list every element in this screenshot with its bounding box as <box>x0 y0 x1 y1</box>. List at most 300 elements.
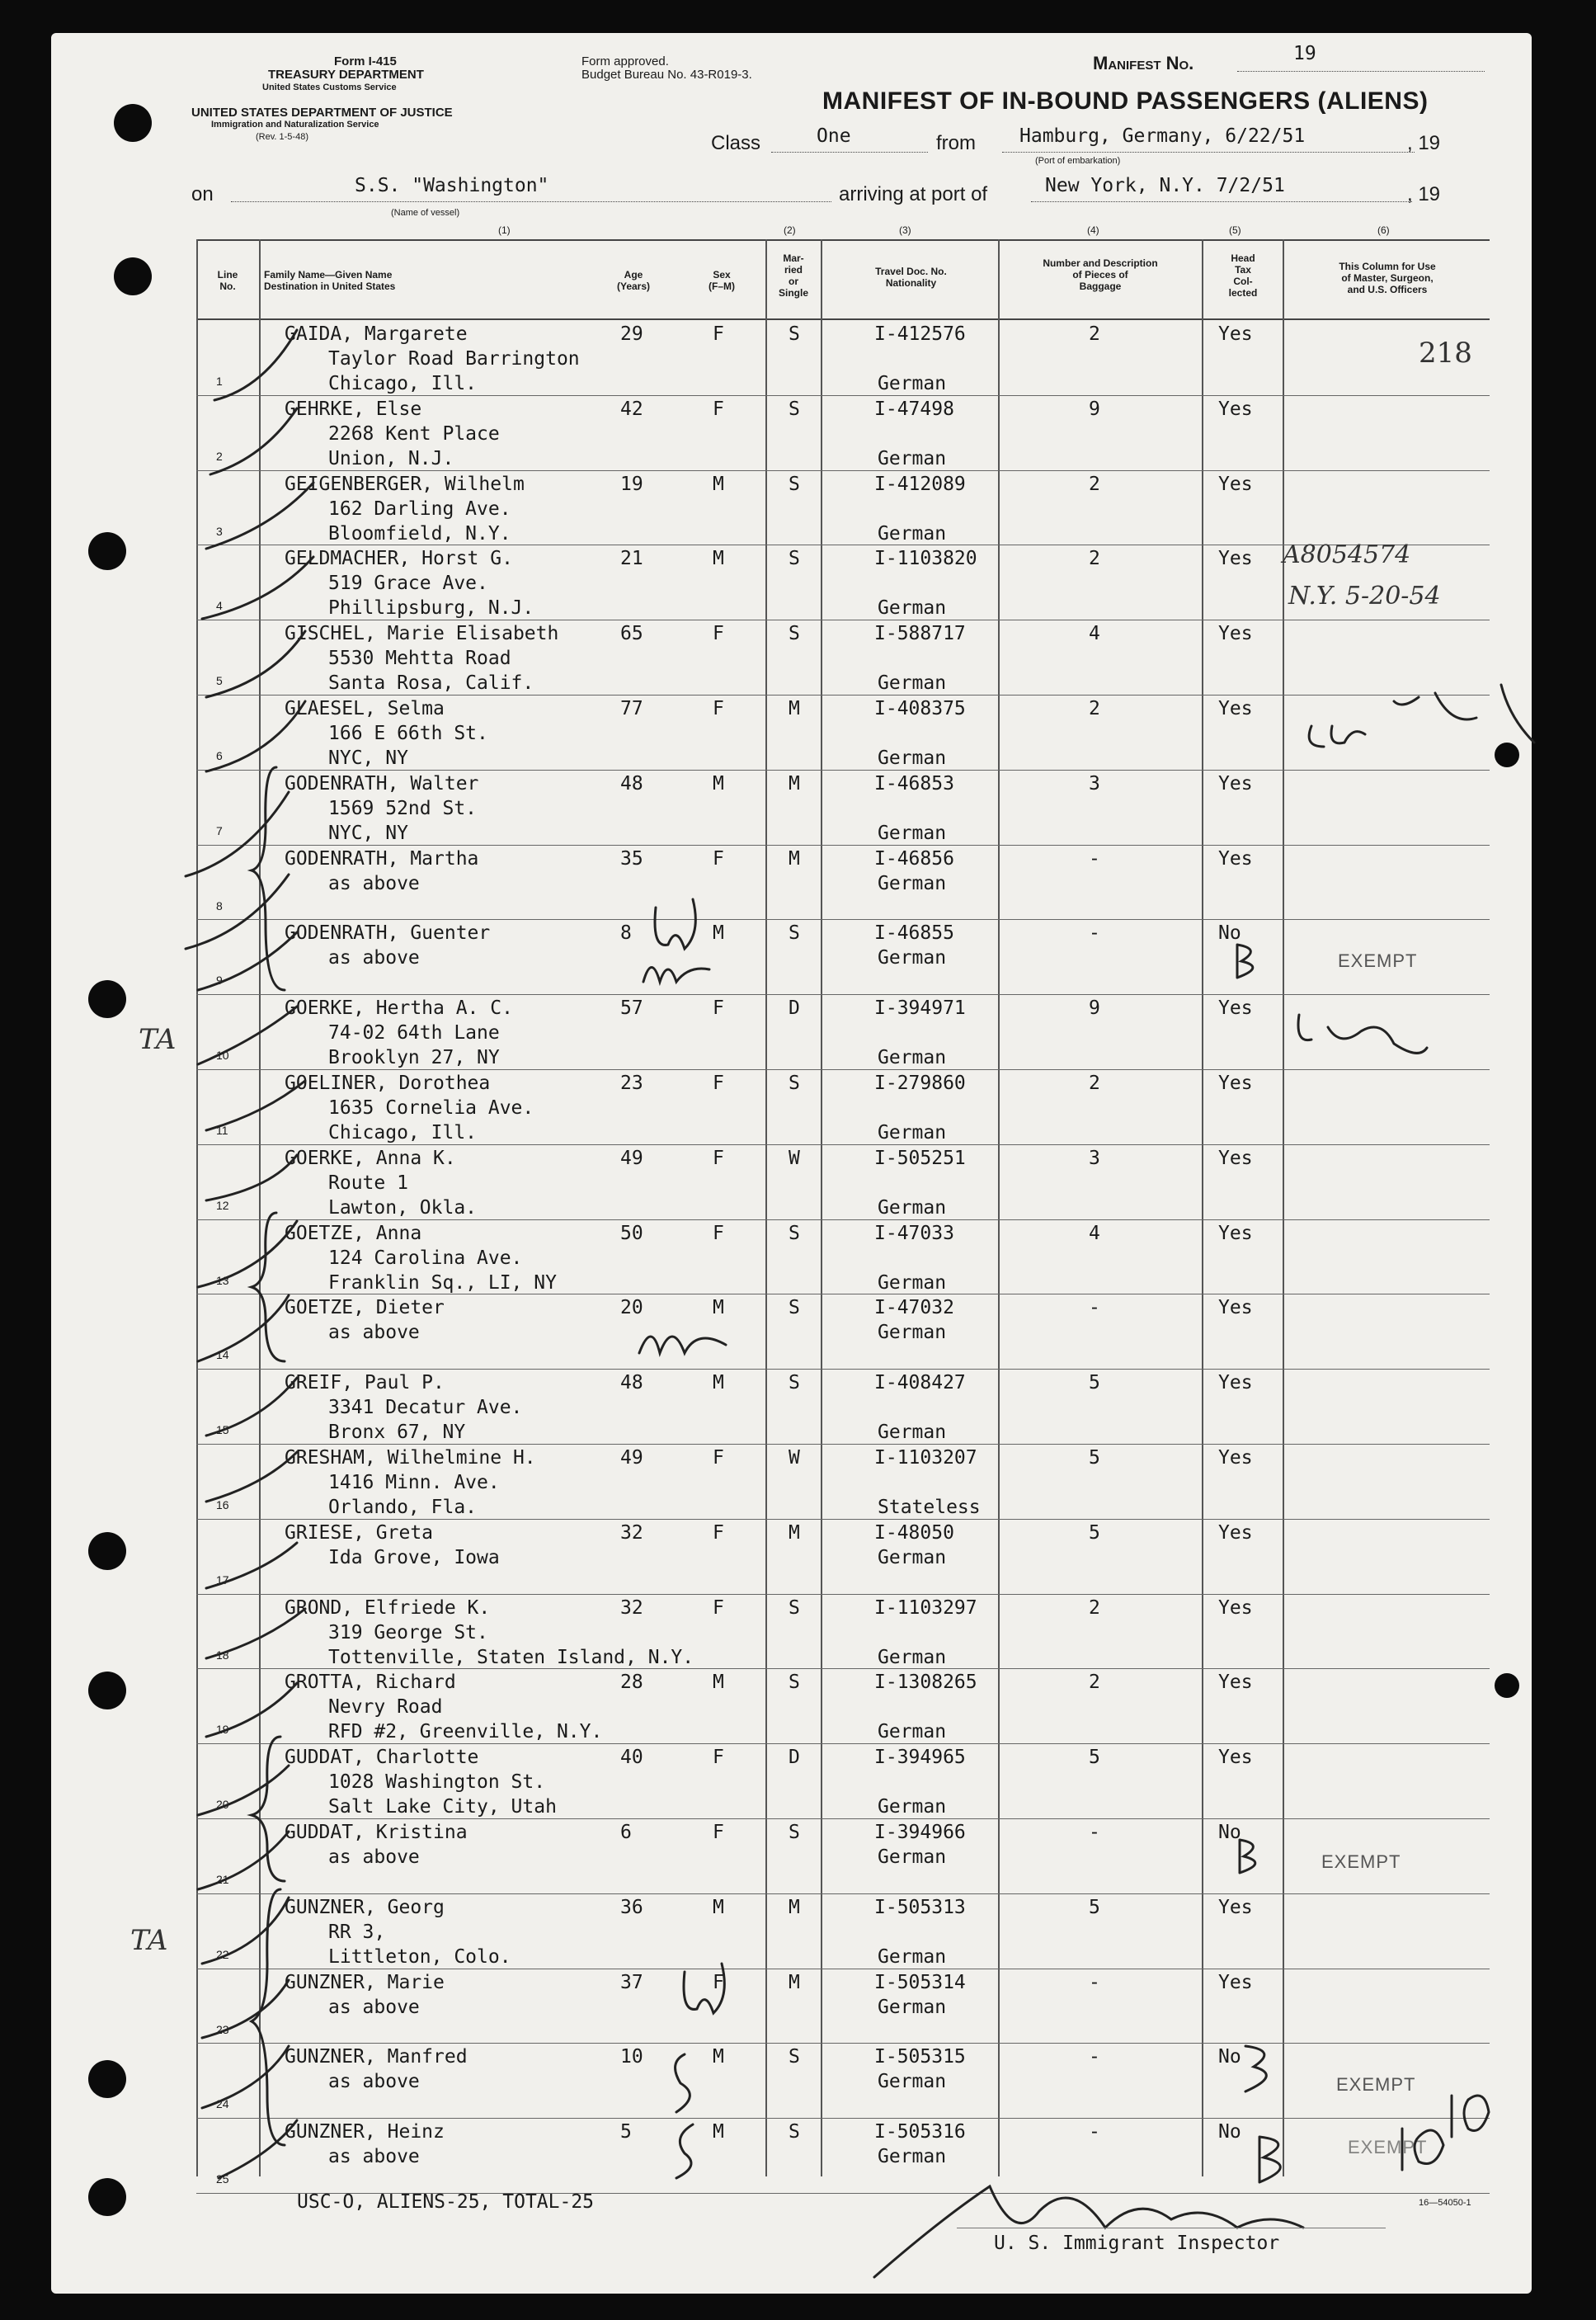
address-line-1: 74-02 64th Lane <box>328 1022 500 1044</box>
head-tax: Yes <box>1218 548 1253 570</box>
table-row <box>0 1668 1592 1743</box>
head-tax: Yes <box>1218 1073 1253 1094</box>
on-label: on <box>191 183 214 205</box>
colnum-5: (5) <box>1229 224 1241 236</box>
nationality: German <box>878 1945 947 1968</box>
head-tax: Yes <box>1218 1672 1253 1694</box>
nationality: German <box>878 747 947 769</box>
sex: F <box>713 847 724 870</box>
vessel-line <box>231 201 831 202</box>
baggage-count: 5 <box>1089 1896 1100 1918</box>
marital-status: D <box>789 1747 800 1769</box>
address-line-1: as above <box>328 1996 420 2018</box>
revision: (Rev. 1-5-48) <box>256 132 308 142</box>
travel-doc-no: I-48050 <box>874 1521 954 1544</box>
head-tax: Yes <box>1218 1372 1253 1394</box>
baggage-count: 4 <box>1089 623 1100 645</box>
head-tax: Yes <box>1218 398 1253 420</box>
passenger-name: GUDDAT, Kristina <box>285 1822 468 1843</box>
baggage-count: 3 <box>1089 1147 1100 1169</box>
nationality: German <box>878 1322 947 1344</box>
address-line-2: NYC, NY <box>328 822 408 844</box>
address-line-2: Tottenville, Staten Island, N.Y. <box>328 1646 694 1668</box>
travel-doc-no: I-1103820 <box>874 548 977 570</box>
line-number: 16 <box>216 1498 229 1511</box>
port-embarkation-caption: (Port of embarkation) <box>1035 156 1121 166</box>
marital-status: S <box>789 922 800 945</box>
sex: F <box>713 698 724 719</box>
exempt-stamp: EXEMPT <box>1336 2074 1416 2095</box>
line-number: 7 <box>216 823 223 837</box>
travel-doc-no: I-279860 <box>874 1073 966 1094</box>
head-tax: Yes <box>1218 997 1253 1020</box>
annotation-ta: TA <box>130 1924 168 1957</box>
table-row <box>0 845 1592 920</box>
sex: F <box>713 997 724 1020</box>
passenger-name: GOELINER, Dorothea <box>285 1073 491 1094</box>
age: 29 <box>620 323 643 345</box>
annotation-a-date: N.Y. 5-20-54 <box>1288 582 1441 611</box>
table-row <box>0 1743 1592 1818</box>
passenger-name: GEIGENBERGER, Wilhelm <box>285 473 525 495</box>
print-code: 16—54050-1 <box>1419 2198 1471 2208</box>
arriving-line <box>1031 201 1412 202</box>
head-tax: Yes <box>1218 1447 1253 1469</box>
treasury-dept: TREASURY DEPARTMENT <box>268 68 424 82</box>
age: 36 <box>620 1896 643 1918</box>
nationality: German <box>878 447 947 469</box>
baggage-count: - <box>1089 847 1100 870</box>
travel-doc-no: I-47032 <box>874 1297 954 1319</box>
passenger-name: GEHRKE, Else <box>285 398 422 420</box>
nationality: German <box>878 373 947 394</box>
travel-doc-no: I-412089 <box>874 473 966 495</box>
address-line-2: Union, N.J. <box>328 447 454 469</box>
punch-hole <box>114 104 152 142</box>
line-number: 4 <box>216 599 223 613</box>
nationality: German <box>878 1271 947 1294</box>
baggage-count: - <box>1089 2121 1100 2143</box>
sex: F <box>713 398 724 420</box>
address-line-1: as above <box>328 2146 420 2168</box>
annotation-218: 218 <box>1419 337 1472 370</box>
age: 48 <box>620 772 643 795</box>
line-number: 6 <box>216 749 223 762</box>
nationality: German <box>878 1796 947 1818</box>
ins-service: Immigration and Naturalization Service <box>211 120 379 130</box>
address-line-1: RR 3, <box>328 1921 386 1943</box>
header-head-tax: Head Tax Col- lected <box>1228 252 1258 299</box>
from-line <box>1002 152 1415 153</box>
travel-doc-no: I-588717 <box>874 623 966 645</box>
line-number: 2 <box>216 449 223 463</box>
travel-doc-no: I-1308265 <box>874 1672 977 1694</box>
line-number: 11 <box>216 1124 228 1137</box>
head-tax: Yes <box>1218 1147 1253 1169</box>
marital-status: M <box>789 1896 800 1918</box>
address-line-1: Taylor Road Barrington <box>328 348 580 370</box>
travel-doc-no: I-394965 <box>874 1747 966 1769</box>
head-tax: No <box>1218 2121 1241 2143</box>
marital-status: S <box>789 473 800 495</box>
table-row <box>0 1369 1592 1444</box>
nationality: German <box>878 872 947 894</box>
head-tax: Yes <box>1218 847 1253 870</box>
baggage-count: 2 <box>1089 1073 1100 1094</box>
line-number: 22 <box>216 1947 229 1961</box>
nationality: German <box>878 672 947 695</box>
line-number: 1 <box>216 375 223 388</box>
line-number: 15 <box>216 1423 229 1437</box>
baggage-count: 9 <box>1089 398 1100 420</box>
table-row <box>0 1893 1592 1969</box>
annotation-a-number: A8054574 <box>1283 540 1411 569</box>
passenger-name: GODENRATH, Guenter <box>285 922 491 945</box>
nationality: German <box>878 1846 947 1868</box>
year-label-1: , 19 <box>1407 132 1441 154</box>
address-line-1: 1569 52nd St. <box>328 797 478 819</box>
passenger-name: GUNZNER, Manfred <box>285 2046 468 2068</box>
address-line-2: Bronx 67, NY <box>328 1422 466 1444</box>
header-sex: Sex (F–M) <box>709 269 735 292</box>
head-tax: Yes <box>1218 772 1253 795</box>
line-number: 8 <box>216 898 223 912</box>
colnum-6: (6) <box>1377 224 1390 236</box>
address-line-2: Bloomfield, N.Y. <box>328 522 511 545</box>
age: 65 <box>620 623 643 645</box>
head-tax: Yes <box>1218 623 1253 645</box>
colnum-4: (4) <box>1087 224 1099 236</box>
travel-doc-no: I-505315 <box>874 2046 966 2068</box>
address-line-1: 162 Darling Ave. <box>328 497 511 520</box>
colnum-1: (1) <box>498 224 511 236</box>
address-line-2: Chicago, Ill. <box>328 1122 478 1143</box>
header-married: Mar- ried or Single <box>778 252 808 299</box>
justice-dept: UNITED STATES DEPARTMENT OF JUSTICE <box>191 106 453 120</box>
marital-status: S <box>789 1822 800 1843</box>
line-number: 12 <box>216 1198 229 1212</box>
travel-doc-no: I-408375 <box>874 698 966 719</box>
passenger-name: GODENRATH, Walter <box>285 772 479 795</box>
nationality: German <box>878 522 947 545</box>
marital-status: S <box>789 398 800 420</box>
table-top-border <box>196 239 1490 241</box>
line-number: 14 <box>216 1348 229 1362</box>
address-line-2: Franklin Sq., LI, NY <box>328 1271 557 1294</box>
travel-doc-no: I-505314 <box>874 1971 966 1993</box>
sex: M <box>713 548 724 570</box>
table-row <box>0 770 1592 845</box>
head-tax: Yes <box>1218 698 1253 719</box>
nationality: German <box>878 1646 947 1668</box>
exempt-stamp: EXEMPT <box>1321 1851 1401 1872</box>
marital-status: S <box>789 1596 800 1619</box>
travel-doc-no: I-46855 <box>874 922 954 945</box>
marital-status: M <box>789 1971 800 1993</box>
age: 5 <box>620 2121 632 2143</box>
baggage-count: 9 <box>1089 997 1100 1020</box>
travel-doc-no: I-505251 <box>874 1147 966 1169</box>
travel-doc-no: I-505316 <box>874 2121 966 2143</box>
address-line-2: Chicago, Ill. <box>328 373 478 394</box>
nationality: German <box>878 1196 947 1219</box>
baggage-count: 5 <box>1089 1521 1100 1544</box>
age: 35 <box>620 847 643 870</box>
head-tax: Yes <box>1218 1747 1253 1769</box>
address-line-1: as above <box>328 947 420 969</box>
line-number: 19 <box>216 1723 229 1737</box>
baggage-count: - <box>1089 1297 1100 1319</box>
nationality: German <box>878 2071 947 2093</box>
passenger-name: GROND, Elfriede K. <box>285 1596 491 1619</box>
head-tax: Yes <box>1218 1222 1253 1244</box>
travel-doc-no: I-1103297 <box>874 1596 977 1619</box>
form-number: Form I-415 <box>334 54 397 68</box>
address-line-2: RFD #2, Greenville, N.Y. <box>328 1721 603 1743</box>
class-label: Class <box>711 132 761 154</box>
nationality: German <box>878 597 947 620</box>
baggage-count: 2 <box>1089 1596 1100 1619</box>
sex: F <box>713 1521 724 1544</box>
age: 8 <box>620 922 632 945</box>
age: 48 <box>620 1372 643 1394</box>
passenger-name: GOETZE, Dieter <box>285 1297 445 1319</box>
head-tax: Yes <box>1218 323 1253 345</box>
passenger-name: GUNZNER, Marie <box>285 1971 445 1993</box>
table-row <box>0 1219 1592 1294</box>
age: 21 <box>620 548 643 570</box>
address-line-2: Orlando, Fla. <box>328 1497 478 1518</box>
age: 20 <box>620 1297 643 1319</box>
marital-status: S <box>789 1297 800 1319</box>
sex: F <box>713 1747 724 1769</box>
address-line-1: 5530 Mehtta Road <box>328 648 511 670</box>
line-number: 25 <box>216 2172 229 2186</box>
head-tax: Yes <box>1218 473 1253 495</box>
nationality: German <box>878 1721 947 1743</box>
marital-status: M <box>789 772 800 795</box>
class-value: One <box>817 125 851 147</box>
address-line-1: 1028 Washington St. <box>328 1771 546 1794</box>
address-line-1: 2268 Kent Place <box>328 422 500 445</box>
passenger-name: GOERKE, Hertha A. C. <box>285 997 513 1020</box>
age: 28 <box>620 1672 643 1694</box>
age: 32 <box>620 1521 643 1544</box>
customs-service: United States Customs Service <box>262 83 397 92</box>
header-travel-doc: Travel Doc. No. Nationality <box>875 266 947 289</box>
baggage-count: - <box>1089 922 1100 945</box>
address-line-1: Route 1 <box>328 1172 408 1194</box>
marital-status: M <box>789 698 800 719</box>
travel-doc-no: I-1103207 <box>874 1447 977 1469</box>
line-number: 9 <box>216 974 223 988</box>
travel-doc-no: I-505313 <box>874 1896 966 1918</box>
address-line-2: Brooklyn 27, NY <box>328 1047 500 1069</box>
head-tax: Yes <box>1218 1596 1253 1619</box>
exempt-stamp: EXEMPT <box>1348 2137 1428 2157</box>
sex: F <box>713 1971 724 1993</box>
marital-status: W <box>789 1447 800 1469</box>
address-line-2: NYC, NY <box>328 747 408 769</box>
head-tax: No <box>1218 2046 1241 2068</box>
sex: F <box>713 1822 724 1843</box>
age: 49 <box>620 1147 643 1169</box>
baggage-count: 5 <box>1089 1372 1100 1394</box>
colnum-2: (2) <box>784 224 796 236</box>
sex: M <box>713 1297 724 1319</box>
line-number: 13 <box>216 1273 229 1287</box>
line-number: 20 <box>216 1798 229 1812</box>
line-number: 17 <box>216 1573 229 1587</box>
totals: USC-O, ALIENS-25, TOTAL-25 <box>297 2191 595 2213</box>
passenger-name: GUNZNER, Heinz <box>285 2121 445 2143</box>
age: 32 <box>620 1596 643 1619</box>
head-tax: Yes <box>1218 1297 1253 1319</box>
marital-status: S <box>789 2046 800 2068</box>
sex: F <box>713 623 724 645</box>
table-row <box>0 1069 1592 1144</box>
sex: M <box>713 1672 724 1694</box>
marital-status: S <box>789 623 800 645</box>
address-line-1: as above <box>328 2071 420 2093</box>
travel-doc-no: I-46856 <box>874 847 954 870</box>
from-value: Hamburg, Germany, 6/22/51 <box>1019 125 1306 147</box>
address-line-1: Nevry Road <box>328 1696 443 1719</box>
head-tax: No <box>1218 1822 1241 1843</box>
table-row <box>0 1444 1592 1519</box>
travel-doc-no: I-47498 <box>874 398 954 420</box>
address-line-1: Ida Grove, Iowa <box>328 1546 500 1568</box>
marital-status: M <box>789 847 800 870</box>
travel-doc-no: I-394971 <box>874 997 966 1020</box>
table-row <box>0 1144 1592 1219</box>
year-label-2: , 19 <box>1407 183 1441 205</box>
line-number: 3 <box>216 524 223 538</box>
address-line-1: 519 Grace Ave. <box>328 573 488 595</box>
nationality: German <box>878 1996 947 2018</box>
marital-status: S <box>789 2121 800 2143</box>
header-name: Family Name—Given Name Destination in United States <box>264 269 396 292</box>
address-line-1: 3341 Decatur Ave. <box>328 1397 523 1419</box>
table-row <box>0 395 1592 470</box>
arriving-value: New York, N.Y. 7/2/51 <box>1045 175 1285 196</box>
travel-doc-no: I-46853 <box>874 772 954 795</box>
nationality: German <box>878 822 947 844</box>
marital-status: S <box>789 1672 800 1694</box>
inspector-label: U. S. Immigrant Inspector <box>994 2233 1280 2254</box>
marital-status: S <box>789 1372 800 1394</box>
header-line-no: Line No. <box>217 269 238 292</box>
passenger-name: GRESHAM, Wilhelmine H. <box>285 1447 536 1469</box>
address-line-1: 1635 Cornelia Ave. <box>328 1097 534 1119</box>
table-row <box>0 620 1592 695</box>
sex: M <box>713 922 724 945</box>
budget-bureau: Budget Bureau No. 43-R019-3. <box>581 68 752 82</box>
baggage-count: 4 <box>1089 1222 1100 1244</box>
manifest-title: MANIFEST OF IN-BOUND PASSENGERS (ALIENS) <box>822 87 1429 115</box>
age: 49 <box>620 1447 643 1469</box>
table-row <box>0 1969 1592 2044</box>
table-row <box>0 1519 1592 1594</box>
head-tax: Yes <box>1218 1971 1253 1993</box>
passenger-name: GOERKE, Anna K. <box>285 1147 456 1169</box>
sex: F <box>713 1147 724 1169</box>
marital-status: S <box>789 1222 800 1244</box>
manifest-label: Manifest No. <box>1093 53 1194 73</box>
nationality: German <box>878 1422 947 1444</box>
sex: M <box>713 473 724 495</box>
address-line-1: 319 George St. <box>328 1621 488 1643</box>
address-line-1: as above <box>328 872 420 894</box>
marital-status: S <box>789 1073 800 1094</box>
baggage-count: - <box>1089 1822 1100 1843</box>
address-line-2: Phillipsburg, N.J. <box>328 597 534 620</box>
header-age: Age (Years) <box>616 269 651 292</box>
sex: M <box>713 772 724 795</box>
class-line <box>771 152 928 153</box>
passenger-name: GISCHEL, Marie Elisabeth <box>285 623 559 645</box>
header-baggage: Number and Description of Pieces of Baggage <box>1043 257 1158 292</box>
age: 19 <box>620 473 643 495</box>
nationality: German <box>878 1546 947 1568</box>
head-tax: Yes <box>1218 1521 1253 1544</box>
travel-doc-no: I-408427 <box>874 1372 966 1394</box>
table-row <box>0 320 1592 395</box>
sex: F <box>713 1222 724 1244</box>
form-approved: Form approved. <box>581 54 669 68</box>
line-number: 18 <box>216 1648 229 1662</box>
age: 40 <box>620 1747 643 1769</box>
passenger-name: GUDDAT, Charlotte <box>285 1747 479 1769</box>
baggage-count: 5 <box>1089 1747 1100 1769</box>
passenger-name: GREIF, Paul P. <box>285 1372 445 1394</box>
travel-doc-no: I-394966 <box>874 1822 966 1843</box>
table-row <box>0 470 1592 545</box>
head-tax: No <box>1218 922 1241 945</box>
line-number: 5 <box>216 674 223 688</box>
vessel-name: S.S. "Washington" <box>355 175 549 196</box>
age: 10 <box>620 2046 643 2068</box>
marital-status: M <box>789 1521 800 1544</box>
exempt-stamp: EXEMPT <box>1338 950 1418 971</box>
age: 77 <box>620 698 643 719</box>
manifest-number: 19 <box>1293 43 1316 64</box>
address-line-1: as above <box>328 1846 420 1868</box>
baggage-count: 2 <box>1089 1672 1100 1694</box>
vessel-caption: (Name of vessel) <box>391 208 460 218</box>
nationality: German <box>878 1047 947 1069</box>
age: 6 <box>620 1822 632 1843</box>
address-line-1: as above <box>328 1322 420 1344</box>
passenger-name: GELDMACHER, Horst G. <box>285 548 513 570</box>
annotation-ta: TA <box>139 1023 177 1056</box>
header-officers: This Column for Use of Master, Surgeon, and U.S. Officers <box>1339 261 1436 295</box>
baggage-count: 2 <box>1089 548 1100 570</box>
line-number: 21 <box>216 1873 229 1886</box>
age: 23 <box>620 1073 643 1094</box>
table-row <box>0 1294 1592 1369</box>
passenger-name: GLAESEL, Selma <box>285 698 445 719</box>
sex: M <box>713 1372 724 1394</box>
baggage-count: 2 <box>1089 323 1100 345</box>
nationality: German <box>878 1122 947 1143</box>
sex: F <box>713 1447 724 1469</box>
sex: F <box>713 323 724 345</box>
marital-status: S <box>789 323 800 345</box>
passenger-name: GROTTA, Richard <box>285 1672 456 1694</box>
sex: M <box>713 2121 724 2143</box>
travel-doc-no: I-412576 <box>874 323 966 345</box>
